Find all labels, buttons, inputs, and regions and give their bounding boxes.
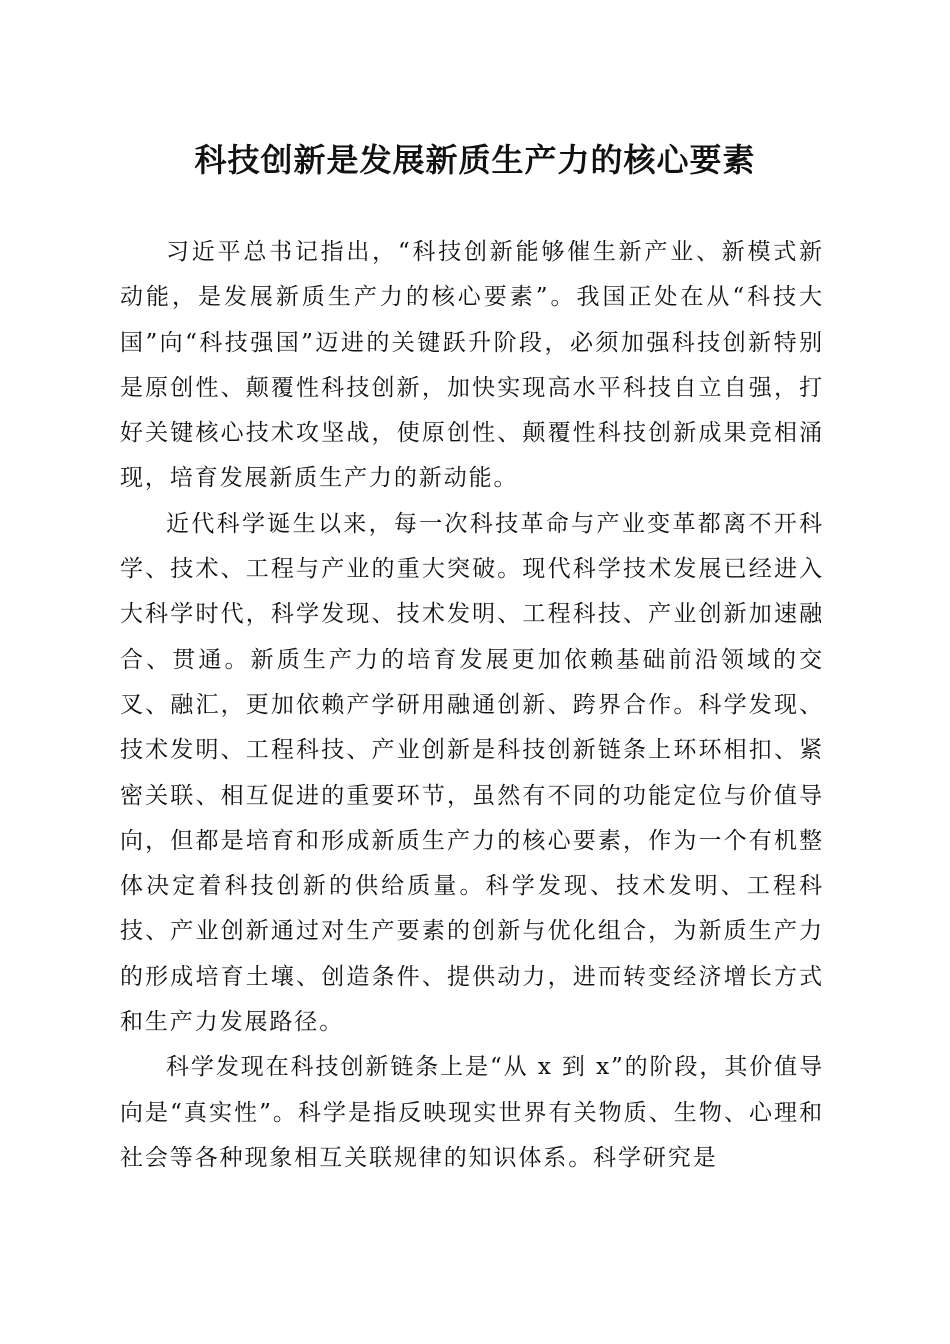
document-title: 科技创新是发展新质生产力的核心要素 — [194, 141, 756, 179]
paragraph-2: 近代科学诞生以来，每一次科技革命与产业变革都离不开科学、技术、工程与产业的重大突破。现代科学技术发展已经进入大科学时代，科学发现、技术发明、工程科技、产业创新加速融合、贯通。新质生产力的培育发展更加依赖基础前沿领域的交叉、融汇，更加依赖产学研用融通创新、跨界合作。科学发现、技术发明、工程科技、产业创新是科技创新链条上环环相扣、紧密关联、相互促进的重要环节，虽然有不同的功能定位与价值导向，但都是培育和形成新质生产力的核心要素，作为一个有机整体决定着科技创新的供给质量。科学发现、技术发明、工程科技、产业创新通过对生产要素的创新与优化组合，为新质生产力的形成培育土壤、创造条件、提供动力，进而转变经济增长方式和生产力发展路径。 — [120, 510, 824, 1036]
paragraph-1: 习近平总书记指出，“科技创新能够催生新产业、新模式新动能，是发展新质生产力的核心要素”。我国正处在从“科技大国”向“科技强国”迈进的关键跃升阶段，必须加强科技创新特别是原创性、颠覆性科技创新，加快实现高水平科技自立自强，打好关键核心技术攻坚战，使原创性、颠覆性科技创新成果竞相涌现，培育发展新质生产力的新动能。 — [120, 239, 824, 492]
paragraph-3: 科学发现在科技创新链条上是“从 x 到 x”的阶段，其价值导向是“真实性”。科学是指反映现实世界有关物质、生物、心理和社会等各种现象相互关联规律的知识体系。科学研究是 — [120, 1054, 824, 1171]
document-body — [120, 230, 824, 1181]
